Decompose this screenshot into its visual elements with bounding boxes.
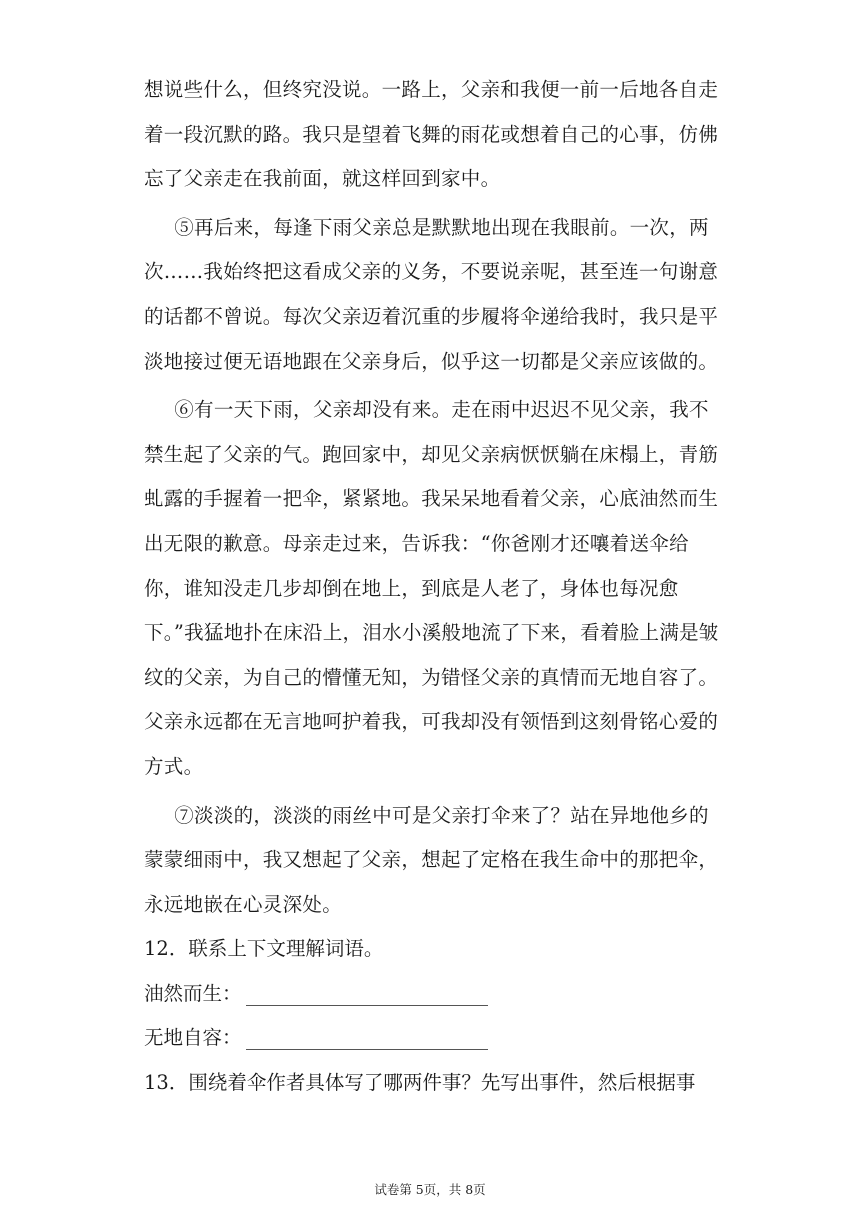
passage-paragraph-7: ⑦淡淡的，淡淡的雨丝中可是父亲打伞来了？站在异地他乡的蒙蒙细雨中，我又想起了父亲，想起了定格在我生命中的那把伞，永远地嵌在心灵深处。 [144,803,719,916]
page-footer: 试卷第 5页，共 8页 [374,1182,486,1197]
question-12-item-2-label: 无地自容： [144,1026,242,1050]
question-12-item-1 [144,972,720,1017]
answer-blank-1[interactable] [246,983,488,1006]
passage-paragraph-continued: 想说些什么，但终究没说。一路上，父亲和我便一前一后地各自走着一段沉默的路。我只是望着飞舞的雨花或想着自己的心事，仿佛忘了父亲走在我前面，就这样回到家中。 [144,78,719,191]
passage-paragraph-5: ⑤再后来，每逢下雨父亲总是默默地出现在我眼前。一次，两次……我始终把这看成父亲的义务，不要说亲呢，甚至连一句谢意的话都不曾说。每次父亲迈着沉重的步履将伞递给我时，我只是平淡地接过便无语地跟在父亲身后，似乎这一切都是父亲应该做的。 [144,215,719,373]
question-12-item-2 [144,1016,720,1061]
question-13-title: 13．围绕着伞作者具体写了哪两件事？先写出事件，然后根据事 [144,1071,696,1095]
question-12-title: 12．联系上下文理解词语。 [144,937,384,961]
question-12-item-1-label: 油然而生： [144,981,242,1005]
answer-blank-2[interactable] [246,1027,488,1050]
reading-passage [144,68,720,1106]
passage-paragraph-6: ⑥有一天下雨，父亲却没有来。走在雨中迟迟不见父亲，我不禁生起了父亲的气。跑回家中，却见父亲病恹恹躺在床榻上，青筋虬露的手握着一把伞，紧紧地。我呆呆地看着父亲，心底油然而生出无限的歉意。母亲走过来，告诉我：“你爸刚才还嚷着送伞给你，谁知没走几步却倒在地上，到底是人老了，身体也每况愈下。”我猛地扑在床沿上，泪水小溪般地流了下来，看着脸上满是皱纹的父亲，为自己的懵懂无知，为错怪父亲的真情而无地自容了。父亲永远都在无言地呵护着我，可我却没有领悟到这刻骨铭心爱的方式。 [144,398,719,778]
